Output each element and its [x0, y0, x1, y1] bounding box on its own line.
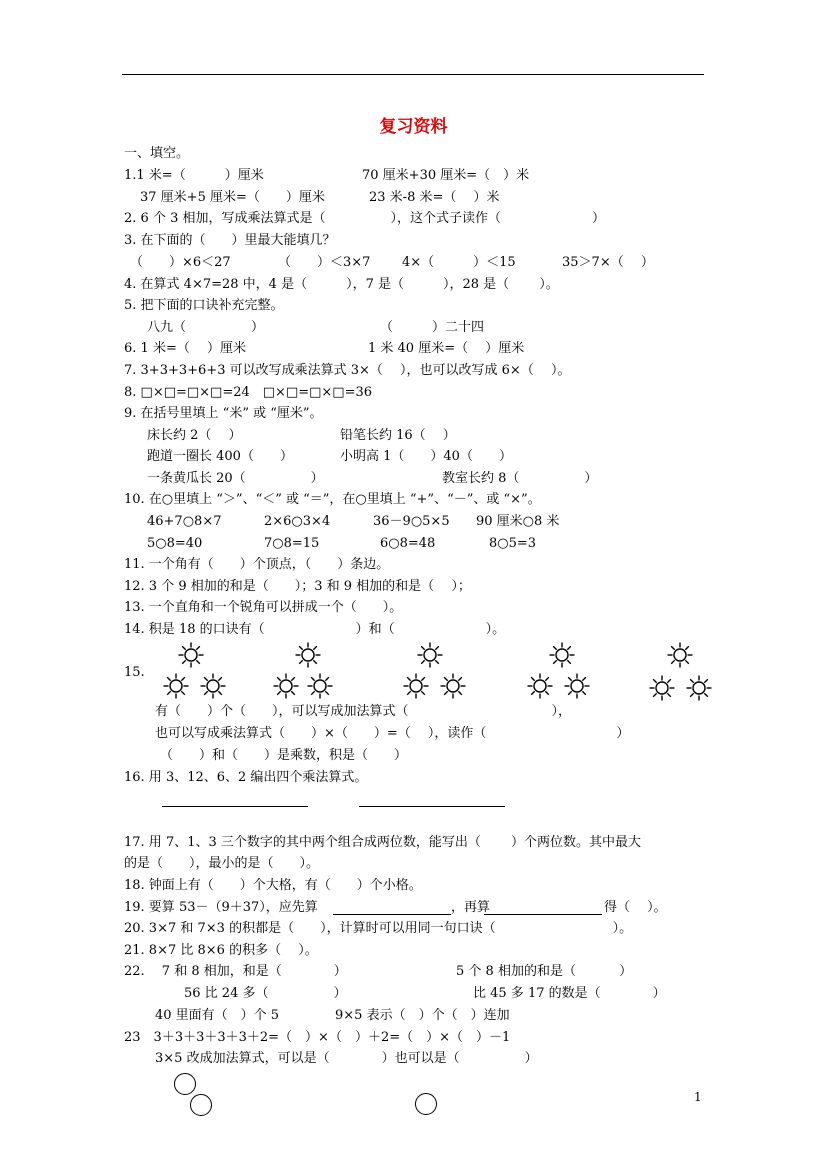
q9-c: 跑道一圈长 400（ ）: [147, 449, 293, 464]
sun-icon: [416, 641, 444, 669]
q9-e: 一条黄瓜长 20（ ）: [147, 471, 324, 486]
q16: 16. 用 3、12、6、2 编出四个乘法算式。: [124, 770, 368, 785]
q13: 13. 一个直角和一个锐角可以拼成一个（ ）。: [124, 600, 403, 615]
header-rule: [122, 74, 704, 75]
sun-icon: [648, 674, 676, 702]
q15-c: （ ）和（ ）是乘数，积是（ ）: [160, 748, 408, 763]
q3: 3. 在下面的（ ）里最大能填几？: [124, 233, 336, 248]
q19-c: 得（ ）。: [604, 900, 667, 915]
q5-a: 八九（ ）: [147, 320, 265, 335]
answer-circle: [174, 1073, 196, 1095]
q9: 9. 在括号里填上 “米” 或 “厘米”。: [124, 406, 323, 421]
sun-icon: [526, 672, 554, 700]
sun-icon: [272, 672, 300, 700]
q22-c: 56 比 24 多（ ）: [184, 986, 347, 1001]
q3-c: 4×（ ）＜15: [402, 255, 516, 270]
q10-f: 7○8=15: [264, 536, 320, 551]
sun-icon: [439, 672, 467, 700]
q15-b: 也可以写成乘法算式（ ）×（ ）=（ ），读作（ ）: [155, 726, 630, 741]
q7: 7. 3+3+3+6+3 可以改写成乘法算式 3×（ ），也可以改写成 6×（ ）。: [124, 363, 571, 378]
q18: 18. 钟面上有（ ）个大格，有（ ）个小格。: [124, 878, 422, 893]
sun-icon: [162, 672, 190, 700]
q10-a: 46+7○8×7: [147, 514, 222, 529]
q19-b: ，再算: [451, 900, 491, 915]
q23: 23 3＋3＋3＋3＋3＋2=（ ）×（ ）＋2=（ ）×（ ）－1: [124, 1030, 511, 1045]
q10-b: 2×6○3×4: [264, 514, 331, 529]
sun-icon: [563, 672, 591, 700]
q1-a: 1.1 米=（ ）厘米: [124, 168, 264, 183]
q4: 4. 在算式 4×7=28 中，4 是（ ），7 是（ ），28 是（ ）。: [124, 277, 559, 292]
q22-a: 22. 7 和 8 相加，和是（ ）: [124, 964, 347, 979]
answer-circle: [190, 1094, 212, 1116]
q15: 15.: [124, 665, 145, 680]
q5-b: （ ）二十四: [380, 320, 485, 335]
q22-f: 9×5 表示（ ）个（ ）连加: [335, 1008, 510, 1023]
blank-line: [333, 914, 451, 915]
sun-icon: [402, 672, 430, 700]
q21: 21. 8×7 比 8×6 的积多（ ）。: [124, 943, 318, 958]
sun-icon: [548, 641, 576, 669]
q19-a: 19. 要算 53－（9＋37），应先算: [124, 900, 318, 915]
page-number: 1: [694, 1090, 702, 1104]
q11: 11. 一个角有（ ）个顶点，（ ）条边。: [124, 557, 390, 572]
section-heading: 一、填空。: [124, 146, 190, 161]
q9-f: 教室长约 8（ ）: [442, 471, 598, 486]
sun-icon: [294, 641, 322, 669]
q17-b: 的是（ ），最小的是（ ）。: [124, 856, 320, 871]
q6-b: 1 米 40 厘米=（ ）厘米: [368, 341, 525, 356]
sun-icon: [199, 672, 227, 700]
q10-d: 90 厘米○8 米: [476, 514, 560, 529]
q5: 5. 把下面的口诀补充完整。: [124, 298, 284, 313]
q20: 20. 3×7 和 7×3 的积都是（ ），计算时可以用同一句口诀（ ）。: [124, 921, 633, 936]
q17: 17. 用 7、1、3 三个数字的其中两个组合成两位数，能写出（ ）个两位数。其中最大: [124, 835, 642, 850]
answer-line: [359, 806, 505, 807]
sun-icon: [685, 674, 713, 702]
q8: 8. □×□=□×□=24 □×□=□×□=36: [124, 385, 373, 400]
q9-a: 床长约 2（ ）: [147, 428, 242, 443]
q1-d: 23 米-8 米=（ ）米: [369, 190, 500, 205]
q22-e: 40 里面有（ ）个 5: [155, 1008, 280, 1023]
q10: 10. 在○里填上 “＞”、“＜” 或 “＝”，在○里填上 “+”、“－”、或 “×”。: [124, 492, 541, 507]
q15-a: 有（ ）个（ ），可以写成加法算式（ ），: [155, 704, 572, 719]
q6-a: 6. 1 米=（ ）厘米: [124, 341, 246, 356]
q2: 2. 6 个 3 相加，写成乘法算式是（ ），这个式子读作（ ）: [124, 211, 605, 226]
q10-g: 6○8=48: [380, 536, 436, 551]
q3-a: （ ）×6＜27: [130, 255, 231, 270]
q1-b: 70 厘米+30 厘米=（ ）米: [362, 168, 530, 183]
page-title: 复习资料: [379, 117, 448, 137]
q14: 14. 积是 18 的口诀有（ ）和（ ）。: [124, 622, 506, 637]
q3-b: （ ）＜3×7: [278, 255, 371, 270]
q10-h: 8○5=3: [489, 536, 537, 551]
q10-e: 5○8=40: [147, 536, 203, 551]
sun-icon: [666, 641, 694, 669]
q3-d: 35＞7×（ ）: [562, 255, 654, 270]
sun-icon: [177, 641, 205, 669]
blank-line: [484, 914, 602, 915]
q23-b: 3×5 改成加法算式，可以是（ ）也可以是（ ）: [155, 1051, 538, 1066]
answer-line: [162, 806, 308, 807]
q12: 12. 3 个 9 相加的和是（ ）；3 和 9 相加的和是（ ）；: [124, 579, 471, 594]
q22-b: 5 个 8 相加的和是（ ）: [456, 964, 633, 979]
q10-c: 36－9○5×5: [373, 514, 450, 529]
q22-d: 比 45 多 17 的数是（ ）: [473, 986, 666, 1001]
q9-d: 小明高 1（ ）40（ ）: [340, 449, 512, 464]
q1-c: 37 厘米+5 厘米=（ ）厘米: [140, 190, 325, 205]
q9-b: 铅笔长约 16（ ）: [340, 428, 456, 443]
sun-icon: [306, 672, 334, 700]
answer-circle: [415, 1093, 437, 1115]
